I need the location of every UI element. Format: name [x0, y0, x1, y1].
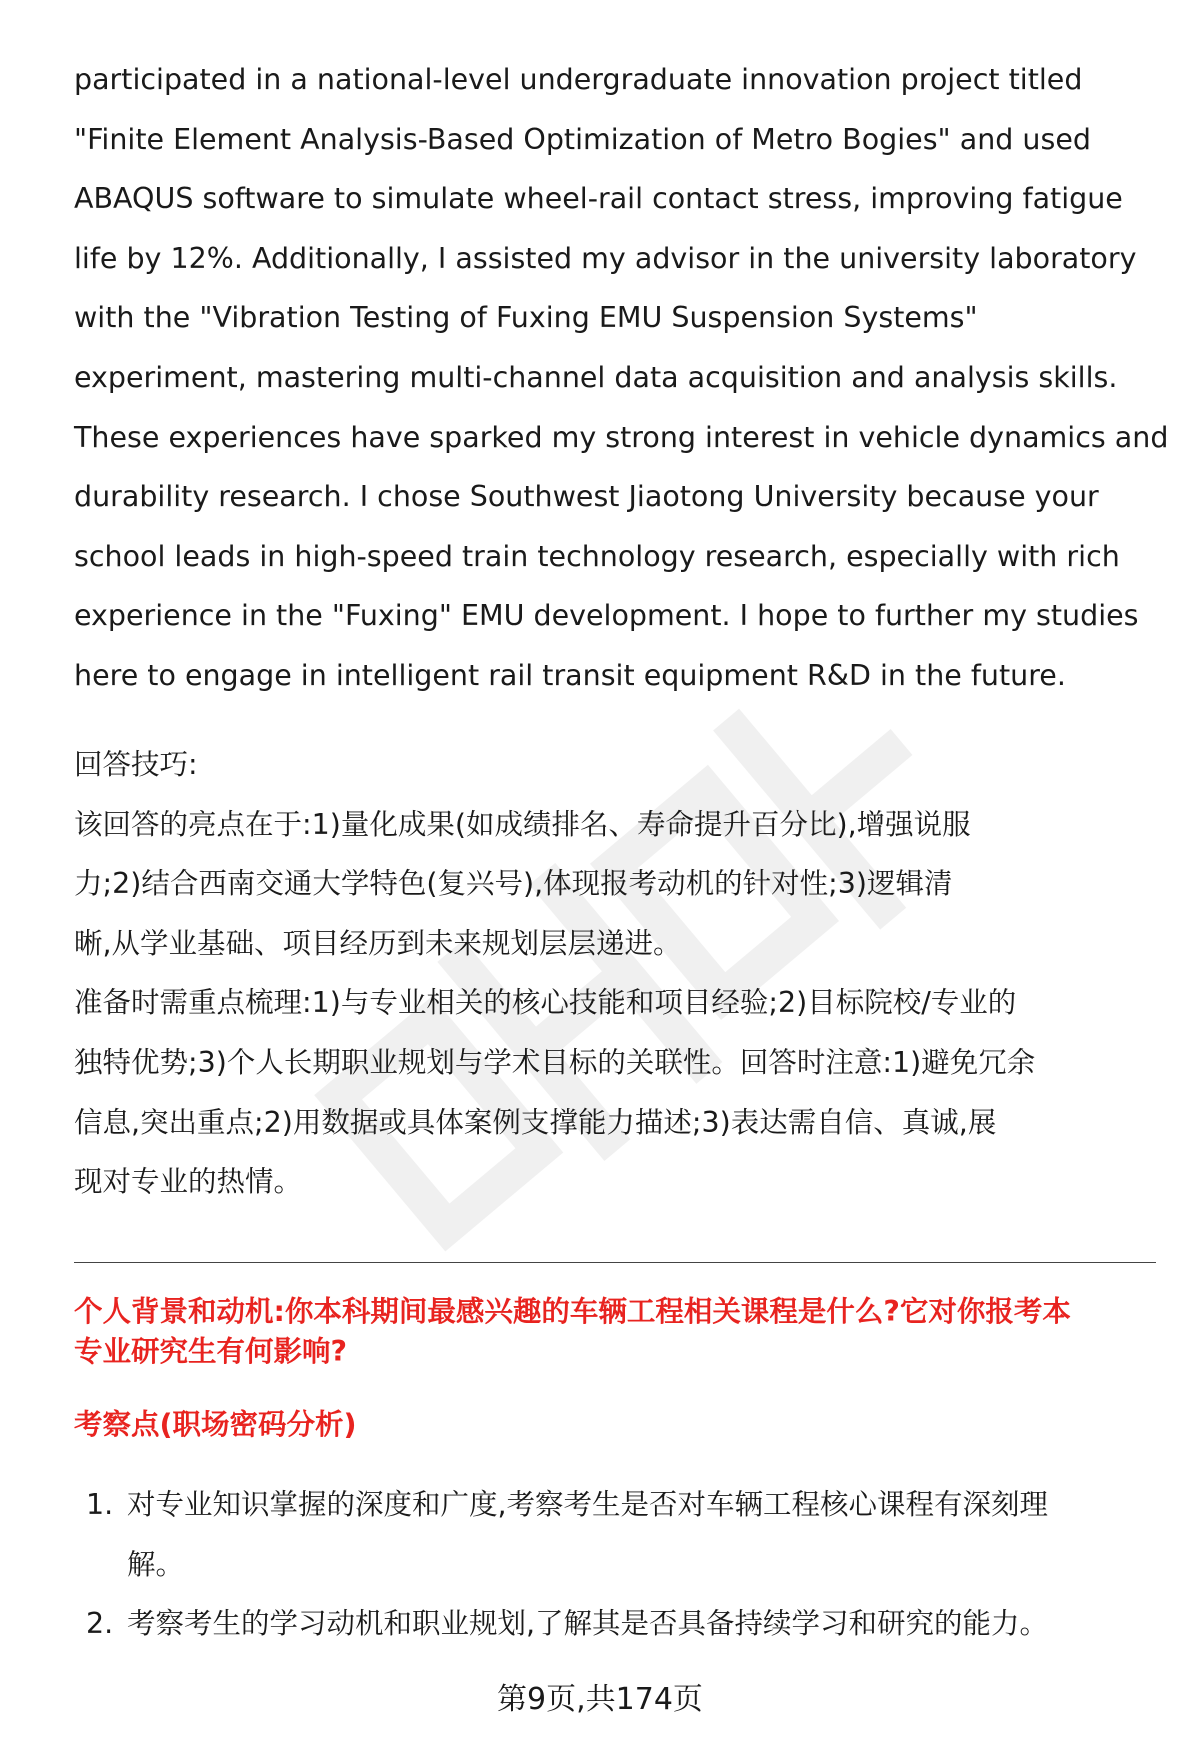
exam-points-list — [74, 1475, 1156, 1654]
text-line: here to engage in intelligent rail transit equipment R&D in the future. — [74, 658, 1066, 692]
list-number: 1. — [86, 1488, 114, 1521]
text-line: school leads in high-speed train technology research, especially with rich — [74, 539, 1120, 573]
text-line: with the "Vibration Testing of Fuxing EMU Suspension Systems" — [74, 301, 978, 335]
text-line: 现对专业的热情。 — [74, 1165, 303, 1199]
exam-points-heading: 考察点(职场密码分析) — [74, 1408, 357, 1441]
text-line: 信息,突出重点;2)用数据或具体案例支撑能力描述;3)表达需自信、真诚,展 — [74, 1105, 997, 1139]
text-line: 独特优势;3)个人长期职业规划与学术目标的关联性。回答时注意:1)避免冗余 — [74, 1045, 1036, 1079]
question-line: 个人背景和动机:你本科期间最感兴趣的车辆工程相关课程是什么?它对你报考本 — [74, 1295, 1071, 1328]
page-footer: 第9页,共174页 — [497, 1682, 703, 1717]
list-item-text: 考察考生的学习动机和职业规划,了解其是否具备持续学习和研究的能力。 — [127, 1607, 1049, 1641]
text-line: experiment, mastering multi-channel data acquisition and analysis skills. — [74, 360, 1118, 394]
text-line: 准备时需重点梳理:1)与专业相关的核心技能和项目经验;2)目标院校/专业的 — [74, 986, 1017, 1020]
list-item — [74, 1594, 1156, 1654]
text-line: ABAQUS software to simulate wheel-rail contact stress, improving fatigue — [74, 182, 1123, 216]
answer-paragraph — [74, 50, 1169, 706]
text-line: experience in the "Fuxing" EMU development. I hope to further my studies — [74, 599, 1139, 633]
question-heading — [74, 1292, 1164, 1372]
section-divider — [74, 1262, 1156, 1263]
text-line: durability research. I chose Southwest Jiaotong University because your — [74, 480, 1099, 514]
text-line: participated in a national-level undergraduate innovation project titled — [74, 63, 1083, 96]
text-line: 力;2)结合西南交通大学特色(复兴号),体现报考动机的针对性;3)逻辑清 — [74, 867, 953, 901]
list-item-text: 对专业知识掌握的深度和广度,考察考生是否对车辆工程核心课程有深刻理 — [127, 1488, 1049, 1521]
text-line: life by 12%. Additionally, I assisted my advisor in the university laboratory — [74, 241, 1137, 275]
text-line: These experiences have sparked my strong interest in vehicle dynamics and — [74, 420, 1169, 454]
question-line: 专业研究生有何影响? — [74, 1335, 348, 1368]
text-line: 该回答的亮点在于:1)量化成果(如成绩排名、寿命提升百分比),增强说服 — [74, 807, 971, 841]
text-line: "Finite Element Analysis-Based Optimization of Metro Bogies" and used — [74, 122, 1091, 156]
list-item — [74, 1475, 1156, 1594]
list-item-text: 解。 — [127, 1547, 185, 1581]
tips-heading: 回答技巧: — [74, 748, 198, 781]
text-line: 晰,从学业基础、项目经历到未来规划层层递进。 — [74, 926, 682, 960]
answer-tips — [74, 735, 1156, 1212]
list-number: 2. — [86, 1607, 114, 1641]
